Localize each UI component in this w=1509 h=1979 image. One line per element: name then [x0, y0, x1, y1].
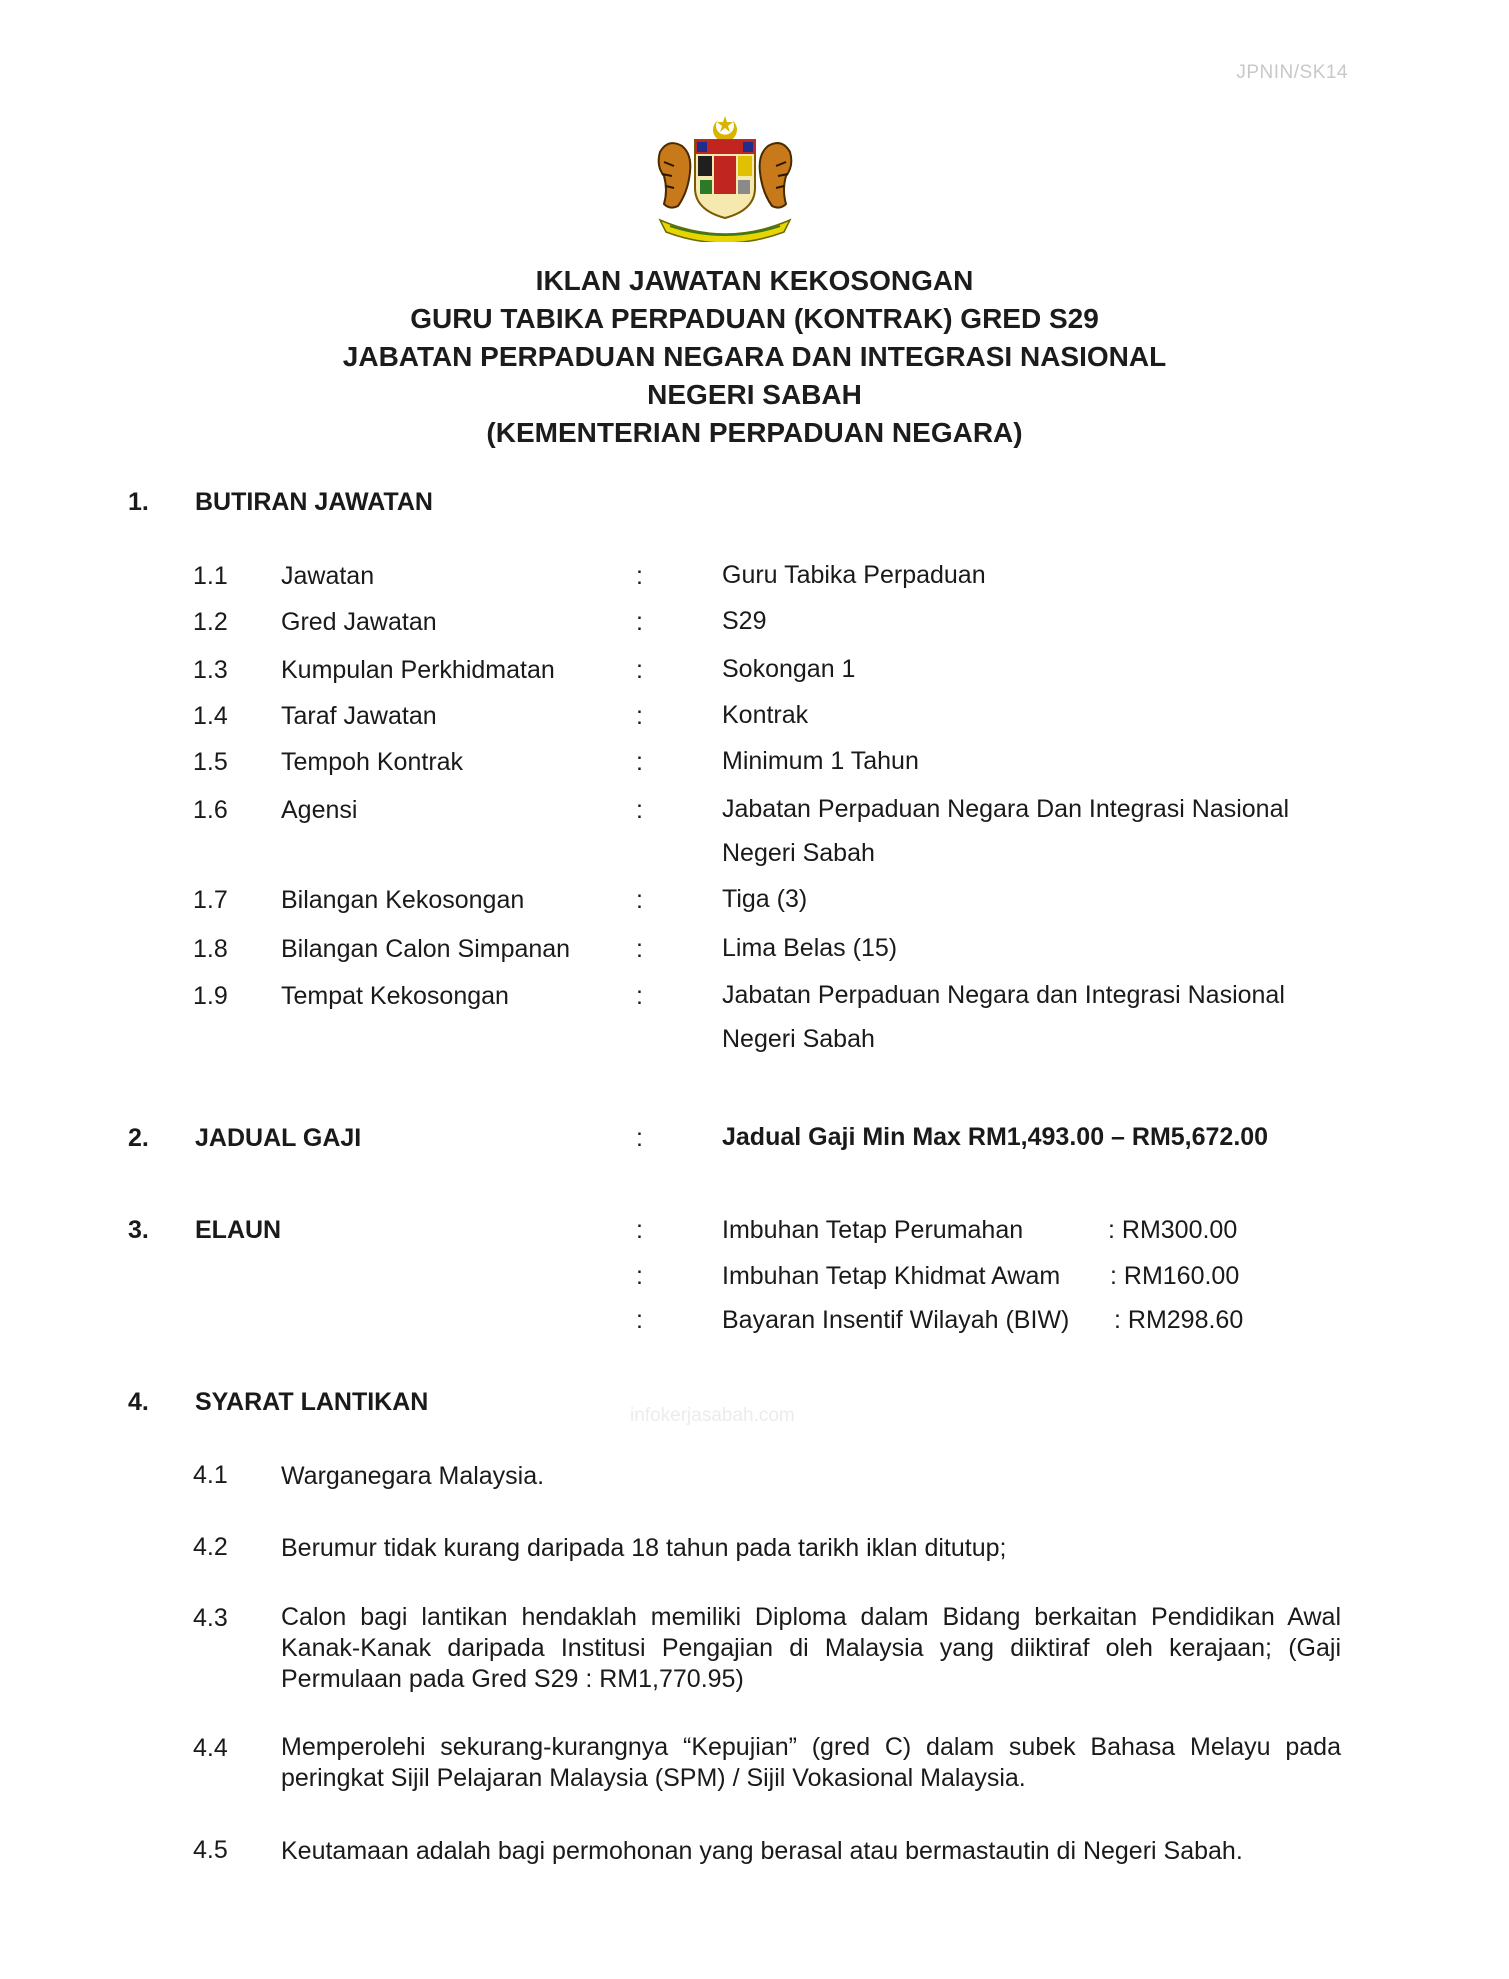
- item-1-1-label: Jawatan: [281, 562, 375, 590]
- item-1-6-value-line-2: Negeri Sabah: [722, 839, 875, 867]
- item-1-7-number: 1.7: [193, 886, 228, 914]
- title-line-2: GURU TABIKA PERPADUAN (KONTRAK) GRED S29: [410, 303, 1099, 334]
- requirement-4-5-number: 4.5: [193, 1836, 228, 1864]
- salary-scale-value: Jadual Gaji Min Max RM1,493.00 – RM5,672.00: [722, 1123, 1269, 1151]
- item-1-5-number: 1.5: [193, 748, 228, 776]
- allowance-2-label: Imbuhan Tetap Khidmat Awam: [722, 1262, 1061, 1290]
- item-1-8-label: Bilangan Calon Simpanan: [281, 935, 571, 963]
- colon: :: [636, 1262, 643, 1290]
- section-2-title: JADUAL GAJI: [195, 1124, 362, 1152]
- colon: :: [636, 982, 643, 1010]
- allowance-1-label: Imbuhan Tetap Perumahan: [722, 1216, 1024, 1244]
- section-2-number: 2.: [128, 1124, 149, 1152]
- requirement-4-3-text: Calon bagi lantikan hendaklah memiliki Diploma dalam Bidang berkaitan Pendidikan Awal Kanak-Kanak daripada Institusi Pengajian di Malaysia yang diiktiraf oleh kerajaan; (Gaji Permulaan pada Gred S29 : RM1,770.95): [281, 1603, 1341, 1693]
- item-1-8-value: Lima Belas (15): [722, 934, 898, 962]
- document-title-block: [0, 262, 1509, 452]
- item-1-4-label: Taraf Jawatan: [281, 702, 437, 730]
- item-1-6-value: Jabatan Perpaduan Negara Dan Integrasi Nasional: [722, 795, 1290, 823]
- item-1-1-value: Guru Tabika Perpaduan: [722, 561, 986, 589]
- requirement-4-2-number: 4.2: [193, 1533, 228, 1561]
- item-1-9-number: 1.9: [193, 982, 228, 1010]
- malaysia-coat-of-arms-icon: [640, 112, 810, 242]
- colon: :: [636, 702, 643, 730]
- item-1-5-value: Minimum 1 Tahun: [722, 747, 919, 775]
- item-1-2-label: Gred Jawatan: [281, 608, 437, 636]
- requirement-4-1-text: Warganegara Malaysia.: [281, 1462, 545, 1490]
- watermark: infokerjasabah.com: [630, 1405, 795, 1426]
- allowance-1-amount: : RM300.00: [1108, 1216, 1238, 1244]
- requirement-4-3-number: 4.3: [193, 1604, 228, 1632]
- section-3-title: ELAUN: [195, 1216, 282, 1244]
- requirement-4-1-number: 4.1: [193, 1461, 228, 1489]
- requirement-4-4-text: Memperolehi sekurang-kurangnya “Kepujian” (gred C) dalam subek Bahasa Melayu pada peringkat Sijil Pelajaran Malaysia (SPM) / Sijil Vokasional Malaysia.: [281, 1733, 1341, 1792]
- item-1-2-number: 1.2: [193, 608, 228, 636]
- colon: :: [636, 1216, 643, 1244]
- item-1-2-value: S29: [722, 607, 767, 635]
- reference-code: JPNIN/SK14: [1236, 62, 1348, 83]
- section-4-title: SYARAT LANTIKAN: [195, 1388, 429, 1416]
- item-1-8-number: 1.8: [193, 935, 228, 963]
- item-1-9-value-line-2: Negeri Sabah: [722, 1025, 875, 1053]
- colon: :: [636, 796, 643, 824]
- item-1-6-label: Agensi: [281, 796, 358, 824]
- section-4-number: 4.: [128, 1388, 149, 1416]
- colon: :: [636, 562, 643, 590]
- requirement-4-2-text: Berumur tidak kurang daripada 18 tahun pada tarikh iklan ditutup;: [281, 1534, 1007, 1562]
- item-1-7-value: Tiga (3): [722, 885, 808, 913]
- colon: :: [636, 656, 643, 684]
- item-1-1-number: 1.1: [193, 562, 228, 590]
- requirement-4-5-text: Keutamaan adalah bagi permohonan yang berasal atau bermastautin di Negeri Sabah.: [281, 1837, 1243, 1865]
- item-1-6-number: 1.6: [193, 796, 228, 824]
- allowance-3-label: Bayaran Insentif Wilayah (BIW): [722, 1306, 1070, 1334]
- section-3-number: 3.: [128, 1216, 149, 1244]
- item-1-7-label: Bilangan Kekosongan: [281, 886, 525, 914]
- colon: :: [636, 886, 643, 914]
- requirement-4-4-number: 4.4: [193, 1734, 228, 1762]
- title-line-1: IKLAN JAWATAN KEKOSONGAN: [535, 265, 974, 296]
- item-1-9-value: Jabatan Perpaduan Negara dan Integrasi Nasional: [722, 981, 1285, 1009]
- colon: :: [636, 608, 643, 636]
- item-1-4-value: Kontrak: [722, 701, 809, 729]
- item-1-3-number: 1.3: [193, 656, 228, 684]
- item-1-5-label: Tempoh Kontrak: [281, 748, 464, 776]
- item-1-4-number: 1.4: [193, 702, 228, 730]
- title-line-5: (KEMENTERIAN PERPADUAN NEGARA): [486, 417, 1023, 448]
- title-line-4: NEGERI SABAH: [647, 379, 862, 410]
- colon: :: [636, 935, 643, 963]
- item-1-3-label: Kumpulan Perkhidmatan: [281, 656, 555, 684]
- item-1-9-label: Tempat Kekosongan: [281, 982, 509, 1010]
- allowance-2-amount: : RM160.00: [1110, 1262, 1240, 1290]
- item-1-3-value: Sokongan 1: [722, 655, 856, 683]
- section-1-number: 1.: [128, 488, 149, 516]
- colon: :: [636, 1124, 643, 1152]
- colon: :: [636, 1306, 643, 1334]
- colon: :: [636, 748, 643, 776]
- allowance-3-amount: : RM298.60: [1114, 1306, 1244, 1334]
- section-1-title: BUTIRAN JAWATAN: [195, 488, 433, 516]
- title-line-3: JABATAN PERPADUAN NEGARA DAN INTEGRASI NASIONAL: [342, 341, 1167, 372]
